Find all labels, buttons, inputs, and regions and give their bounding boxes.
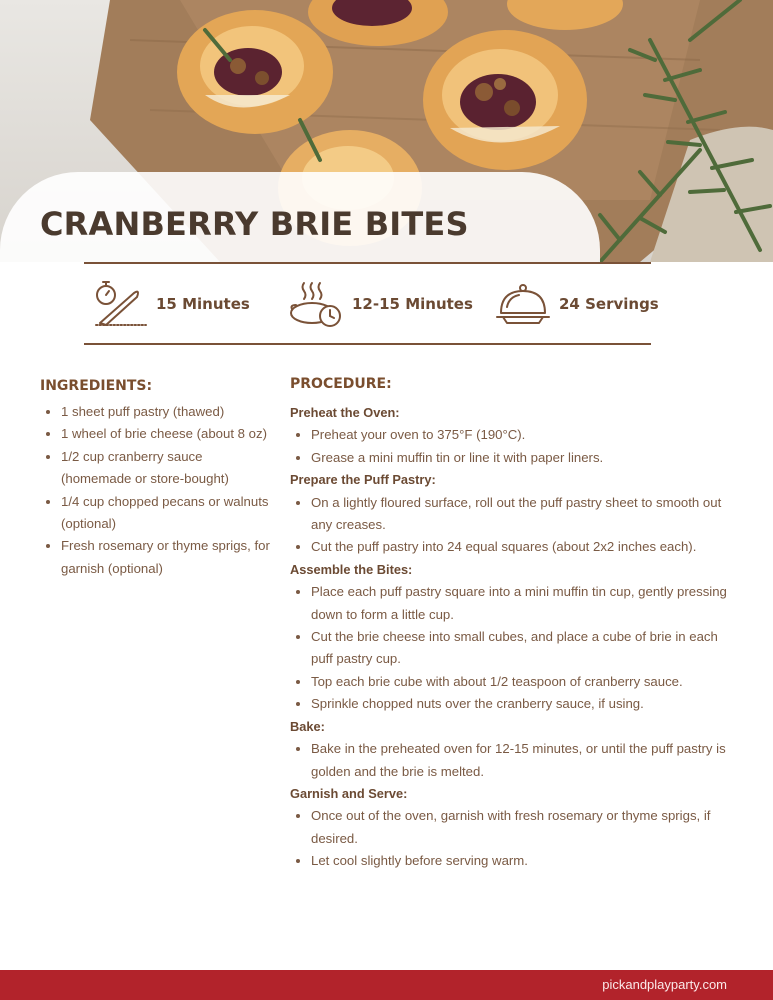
procedure-list — [290, 402, 740, 873]
procedure-step: Top each brie cube with about 1/2 teaspoon of cranberry sauce. — [290, 671, 740, 693]
servings-label: 24 Servings — [559, 295, 659, 313]
procedure-section-title: Assemble the Bites: — [290, 561, 413, 577]
pastry-bite — [177, 10, 333, 134]
stopwatch-knife-icon — [94, 279, 148, 329]
prep-time-stat — [94, 278, 250, 330]
ingredients-list — [40, 401, 270, 580]
frying-pan-timer-icon — [288, 279, 344, 329]
procedure-step: Sprinkle chopped nuts over the cranberry sauce, if using. — [290, 693, 740, 715]
ingredient-item: 1 sheet puff pastry (thawed) — [40, 401, 270, 423]
servings-stat — [495, 278, 659, 330]
ingredient-item: Fresh rosemary or thyme sprigs, for garnish (optional) — [40, 535, 270, 580]
prep-time-label: 15 Minutes — [156, 295, 250, 313]
ingredient-item: 1/4 cup chopped pecans or walnuts (optional) — [40, 491, 270, 536]
footer-bar — [0, 970, 773, 1000]
recipe-title: CRANBERRY BRIE BITES — [40, 205, 469, 243]
procedure-section-title: Garnish and Serve: — [290, 785, 408, 801]
procedure-heading: PROCEDURE: — [290, 376, 392, 392]
procedure-step: Bake in the preheated oven for 12-15 minutes, or until the puff pastry is golden and the brie is melted. — [290, 738, 740, 783]
procedure-section-title: Prepare the Puff Pastry: — [290, 472, 436, 488]
procedure-step: Let cool slightly before serving warm. — [290, 850, 740, 872]
procedure-step: Place each puff pastry square into a mini muffin tin cup, gently pressing down to form a little cup. — [290, 581, 740, 626]
procedure-section-title: Bake: — [290, 718, 325, 734]
serving-cloche-icon — [495, 279, 551, 329]
procedure-step: Cut the puff pastry into 24 equal squares (about 2x2 inches each). — [290, 536, 740, 558]
footer-website-link[interactable]: pickandplayparty.com — [602, 977, 727, 992]
ingredient-item: 1/2 cup cranberry sauce (homemade or store-bought) — [40, 446, 270, 491]
procedure-step: Preheat your oven to 375°F (190°C). — [290, 424, 740, 446]
pastry-bite — [423, 30, 587, 170]
procedure-step: On a lightly floured surface, roll out the puff pastry sheet to smooth out any creases. — [290, 492, 740, 537]
stats-divider-top — [84, 262, 651, 264]
procedure-step: Once out of the oven, garnish with fresh rosemary or thyme sprigs, if desired. — [290, 805, 740, 850]
ingredient-item: 1 wheel of brie cheese (about 8 oz) — [40, 423, 270, 445]
stats-divider-bottom — [84, 343, 651, 345]
procedure-section-title: Preheat the Oven: — [290, 405, 400, 420]
cook-time-label: 12-15 Minutes — [352, 295, 473, 313]
procedure-step: Cut the brie cheese into small cubes, and place a cube of brie in each puff pastry cup. — [290, 626, 740, 671]
procedure-step: Grease a mini muffin tin or line it with paper liners. — [290, 447, 740, 469]
cook-time-stat — [288, 278, 473, 330]
ingredients-heading: INGREDIENTS: — [40, 378, 153, 394]
